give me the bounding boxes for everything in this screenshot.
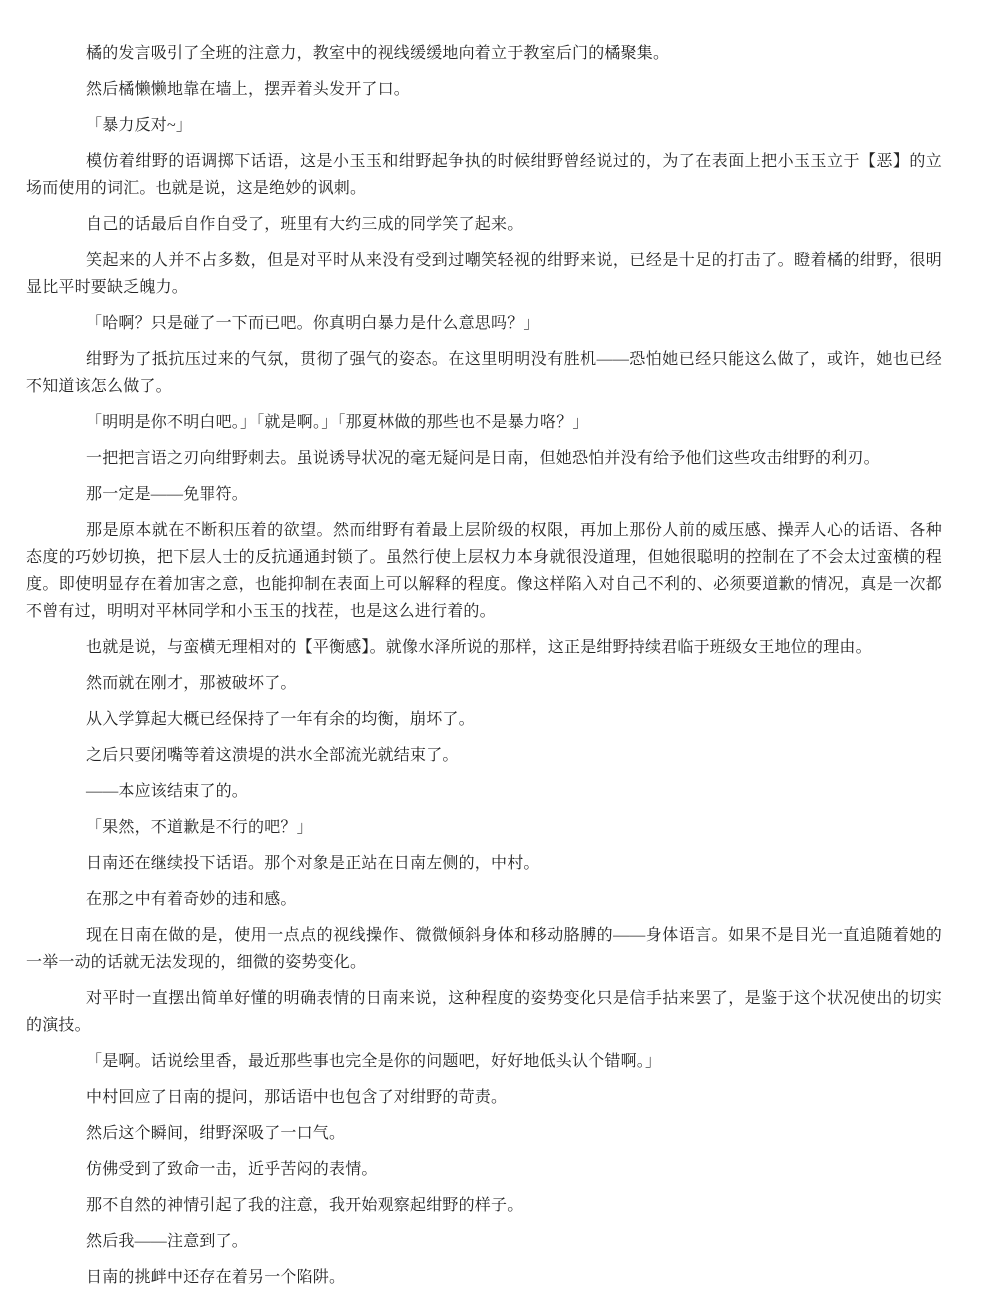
paragraph: 然后我——注意到了。: [86, 1233, 249, 1250]
paragraph: 然而就在刚才，那被破坏了。: [86, 675, 297, 692]
paragraph: ——本应该结束了的。: [86, 783, 249, 800]
paragraph: 从入学算起大概已经保持了一年有余的均衡，崩坏了。: [86, 711, 475, 728]
paragraph: 橘的发言吸引了全班的注意力，教室中的视线缓缓地向着立于教室后门的橘聚集。: [86, 45, 670, 62]
paragraph: 一把把言语之刃向绀野刺去。虽说诱导状况的毫无疑问是日南，但她恐怕并没有给予他们这些攻击绀野的利刃。: [86, 450, 880, 467]
paragraph: 日南的挑衅中还存在着另一个陷阱。: [86, 1269, 346, 1286]
paragraph: 自己的话最后自作自受了，班里有大约三成的同学笑了起来。: [86, 216, 524, 233]
paragraph: 模仿着绀野的语调掷下话语，这是小玉玉和绀野起争执的时候绀野曾经说过的，为了在表面上把小玉玉立于【恶】的立场而使用的词汇。也就是说，这是绝妙的讽刺。: [26, 153, 942, 197]
paragraph: 仿佛受到了致命一击，近乎苦闷的表情。: [86, 1161, 378, 1178]
paragraph: 那不自然的神情引起了我的注意，我开始观察起绀野的样子。: [86, 1197, 524, 1214]
paragraph: 之后只要闭嘴等着这溃堤的洪水全部流光就结束了。: [86, 747, 459, 764]
paragraph: 中村回应了日南的提问，那话语中也包含了对绀野的苛责。: [86, 1089, 508, 1106]
dialogue-paragraph: 「是啊。话说绘里香，最近那些事也完全是你的问题吧，好好地低头认个错啊。」: [86, 1053, 662, 1070]
dialogue-paragraph: 「明明是你不明白吧。」「就是啊。」「那夏林做的那些也不是暴力咯？」: [86, 414, 589, 431]
paragraph: 然后这个瞬间，绀野深吸了一口气。: [86, 1125, 346, 1142]
paragraph: 在那之中有着奇妙的违和感。: [86, 891, 297, 908]
paragraph: 然后橘懒懒地靠在墙上，摆弄着头发开了口。: [86, 81, 411, 98]
dialogue-paragraph: 「暴力反对~」: [86, 117, 193, 134]
paragraph: 日南还在继续投下话语。那个对象是正站在日南左侧的，中村。: [86, 855, 540, 872]
paragraph: 那一定是——免罪符。: [86, 486, 249, 503]
dialogue-paragraph: 「哈啊？只是碰了一下而已吧。你真明白暴力是什么意思吗？」: [86, 315, 540, 332]
paragraph: 那是原本就在不断积压着的欲望。然而绀野有着最上层阶级的权限，再加上那份人前的威压感、操弄人心的话语、各种态度的巧妙切换，把下层人士的反抗通通封锁了。虽然行使上层权力本身就很没道理，但她很聪明的控制在了不会太过蛮横的程度。即使明显存在着加害之意，也能抑制在表面上可以解释的程度。像这样陷入对自己不利的、必须要道歉的情况，真是一次都不曾有过，明明对平林同学和小玉玉的找茬，也是这么进行着的。: [26, 522, 942, 620]
paragraph: 也就是说，与蛮横无理相对的【平衡感】。就像水泽所说的那样，这正是绀野持续君临于班级女王地位的理由。: [86, 639, 872, 656]
dialogue-paragraph: 「果然，不道歉是不行的吧？」: [86, 819, 313, 836]
novel-text: [26, 40, 942, 1291]
paragraph: 笑起来的人并不占多数，但是对平时从来没有受到过嘲笑轻视的绀野来说，已经是十足的打击了。瞪着橘的绀野，很明显比平时要缺乏魄力。: [26, 252, 942, 296]
paragraph: 绀野为了抵抗压过来的气氛，贯彻了强气的姿态。在这里明明没有胜机——恐怕她已经只能这么做了，或许，她也已经不知道该怎么做了。: [26, 351, 942, 395]
paragraph: 对平时一直摆出简单好懂的明确表情的日南来说，这种程度的姿势变化只是信手拈来罢了，是鉴于这个状况使出的切实的演技。: [26, 990, 942, 1034]
paragraph: 现在日南在做的是，使用一点点的视线操作、微微倾斜身体和移动胳膊的——身体语言。如果不是目光一直追随着她的一举一动的话就无法发现的，细微的姿势变化。: [26, 927, 942, 971]
